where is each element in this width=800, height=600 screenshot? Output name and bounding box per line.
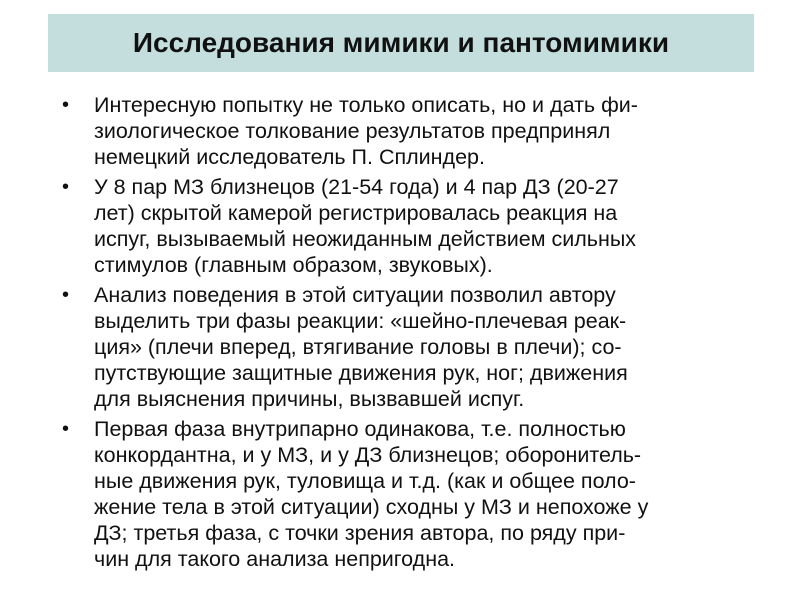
bullet-text-line: ция» (плечи вперед, втягивание головы в плечи); со- bbox=[94, 335, 622, 359]
bullet-item bbox=[62, 282, 782, 412]
bullet-list bbox=[62, 92, 782, 576]
bullet-text-line: путствующие защитные движения рук, ног; движения bbox=[94, 361, 628, 385]
bullet-text-line: Первая фаза внутрипарно одинакова, т.е. полностью bbox=[94, 417, 626, 441]
bullet-text-line: зиологическое толкование результатов предпринял bbox=[94, 119, 611, 143]
title-bar bbox=[48, 14, 754, 72]
bullet-text-line: конкордантна, и у МЗ, и у ДЗ близнецов; оборонитель- bbox=[94, 443, 642, 467]
bullet-item bbox=[62, 416, 782, 572]
bullet-text-line: испуг, вызываемый неожиданным действием сильных bbox=[94, 227, 637, 251]
slide-title: Исследования мимики и пантомимики bbox=[132, 27, 670, 58]
bullet-text-line: ДЗ; третья фаза, с точки зрения автора, по ряду при- bbox=[94, 521, 626, 545]
bullet-item bbox=[62, 92, 782, 170]
bullet-text-line: Интересную попытку не только описать, но и дать фи- bbox=[94, 93, 638, 117]
bullet-dot-icon: • bbox=[62, 284, 70, 306]
bullet-text-line: лет) скрытой камерой регистрировалась реакция на bbox=[94, 201, 618, 225]
bullet-text-line: чин для такого анализа непригодна. bbox=[94, 547, 456, 571]
bullet-dot-icon: • bbox=[62, 418, 70, 440]
bullet-dot-icon: • bbox=[62, 94, 70, 116]
bullet-text-line: для выяснения причины, вызвавшей испуг. bbox=[94, 387, 525, 411]
bullet-item bbox=[62, 174, 782, 278]
bullet-text-line: У 8 пар МЗ близнецов (21-54 года) и 4 пар ДЗ (20-27 bbox=[94, 175, 619, 199]
bullet-text-line: Анализ поведения в этой ситуации позволил автору bbox=[94, 283, 616, 307]
bullet-text-line: ные движения рук, туловища и т.д. (как и общее поло- bbox=[94, 469, 636, 493]
bullet-text-line: жение тела в этой ситуации) сходны у МЗ и непохоже у bbox=[94, 495, 649, 519]
bullet-text-line: стимулов (главным образом, звуковых). bbox=[94, 253, 493, 277]
bullet-dot-icon: • bbox=[62, 176, 70, 198]
bullet-text-line: выделить три фазы реакции: «шейно-плечевая реак- bbox=[94, 309, 627, 333]
bullet-text-line: немецкий исследователь П. Сплиндер. bbox=[94, 145, 485, 169]
